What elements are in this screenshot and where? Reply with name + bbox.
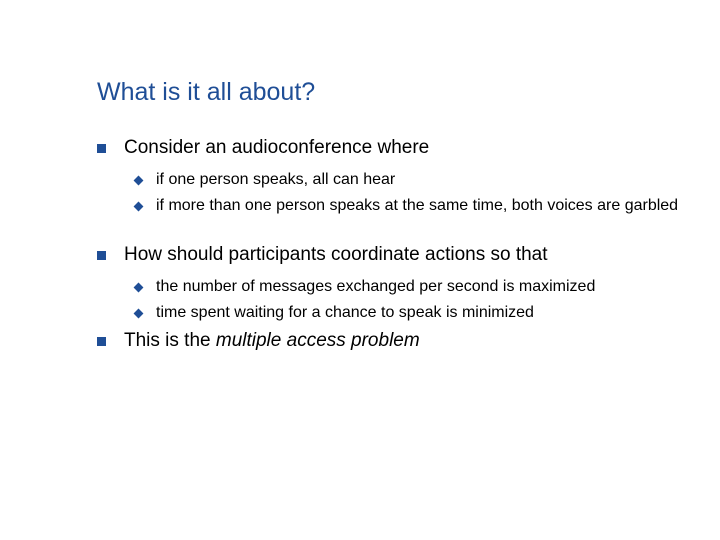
sub-bullet-text: if more than one person speaks at the same time, both voices are garbled	[156, 197, 679, 214]
sub-bullet-text: if one person speaks, all can hear	[156, 171, 396, 188]
diamond-bullet-icon	[134, 283, 144, 293]
sub-bullet-text: time spent waiting for a chance to speak is minimized	[156, 304, 534, 321]
bullet-text	[124, 330, 420, 352]
diamond-bullet-icon	[134, 176, 144, 186]
bullet-text-emphasis: multiple access problem	[215, 330, 420, 351]
sub-bullet-text: the number of messages exchanged per second is maximized	[156, 278, 596, 295]
slide-title: What is it all about?	[97, 78, 316, 106]
bullet-text-prefix: This is the	[124, 330, 216, 351]
diamond-bullet-icon	[134, 309, 144, 319]
bullet-text: Consider an audioconference where	[124, 137, 430, 158]
square-bullet-icon	[97, 144, 106, 153]
square-bullet-icon	[97, 337, 106, 346]
square-bullet-icon	[97, 251, 106, 260]
bullet-text: How should participants coordinate actions so that	[124, 244, 548, 265]
diamond-bullet-icon	[134, 202, 144, 212]
